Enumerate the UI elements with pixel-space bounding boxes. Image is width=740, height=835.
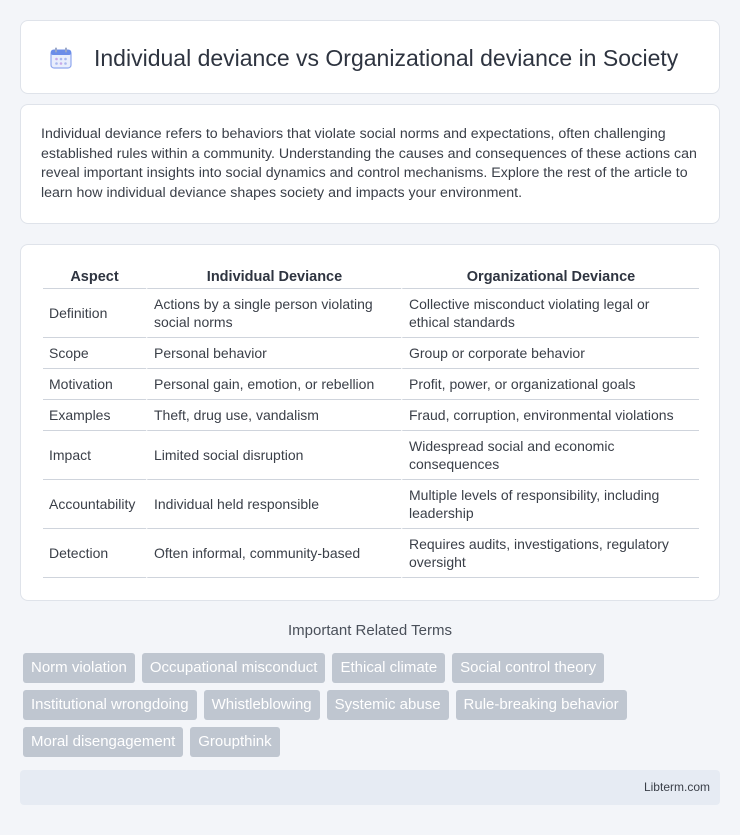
row-aspect: Accountability xyxy=(43,480,146,529)
related-term-tag[interactable]: Ethical climate xyxy=(332,653,445,683)
row-individual: Actions by a single person violating social norms xyxy=(146,289,401,338)
related-term-tag[interactable]: Rule-breaking behavior xyxy=(456,690,627,720)
column-header-organizational: Organizational Deviance xyxy=(401,267,699,289)
row-aspect: Detection xyxy=(43,529,146,578)
column-header-individual: Individual Deviance xyxy=(146,267,401,289)
row-organizational: Fraud, corruption, environmental violations xyxy=(401,400,699,431)
related-term-tag[interactable]: Social control theory xyxy=(452,653,604,683)
table-row xyxy=(43,289,699,338)
table-row xyxy=(43,369,699,400)
table-row xyxy=(43,480,699,529)
table-row xyxy=(43,529,699,578)
footer-site-link[interactable]: Libterm.com xyxy=(643,780,710,794)
row-organizational: Collective misconduct violating legal or ethical standards xyxy=(401,289,699,338)
comparison-table xyxy=(43,267,699,578)
row-aspect: Definition xyxy=(43,289,146,338)
column-header-aspect: Aspect xyxy=(43,267,146,289)
footer xyxy=(20,770,720,805)
row-aspect: Motivation xyxy=(43,369,146,400)
table-row xyxy=(43,338,699,369)
related-term-tag[interactable]: Moral disengagement xyxy=(23,727,183,757)
calendar-icon xyxy=(49,46,73,70)
related-term-tag[interactable]: Groupthink xyxy=(190,727,279,757)
related-term-tag[interactable]: Systemic abuse xyxy=(327,690,449,720)
related-terms-list xyxy=(23,653,723,764)
row-aspect: Impact xyxy=(43,431,146,480)
intro-card xyxy=(20,104,720,224)
row-organizational: Requires audits, investigations, regulatory oversight xyxy=(401,529,699,578)
row-individual: Individual held responsible xyxy=(146,480,401,529)
row-individual: Personal behavior xyxy=(146,338,401,369)
table-row xyxy=(43,431,699,480)
row-aspect: Scope xyxy=(43,338,146,369)
row-individual: Often informal, community-based xyxy=(146,529,401,578)
table-row xyxy=(43,400,699,431)
row-individual: Theft, drug use, vandalism xyxy=(146,400,401,431)
related-term-tag[interactable]: Norm violation xyxy=(23,653,135,683)
table-header-row xyxy=(43,267,699,289)
related-terms-heading: Important Related Terms xyxy=(288,622,452,639)
title-card xyxy=(20,20,720,94)
comparison-table-card xyxy=(20,244,720,601)
related-term-tag[interactable]: Institutional wrongdoing xyxy=(23,690,197,720)
page-title: Individual deviance vs Organizational deviance in Society xyxy=(94,45,679,71)
row-organizational: Group or corporate behavior xyxy=(401,338,699,369)
row-organizational: Profit, power, or organizational goals xyxy=(401,369,699,400)
row-organizational: Multiple levels of responsibility, including leadership xyxy=(401,480,699,529)
related-term-tag[interactable]: Whistleblowing xyxy=(204,690,320,720)
intro-paragraph: Individual deviance refers to behaviors that violate social norms and expectations, often challenging established rules within a community. Understanding the causes and consequences of these actions can reveal important insights into social dynamics and control mechanisms. Explore the rest of the article to learn how individual deviance shapes society and impacts your environment. xyxy=(41,126,697,201)
related-term-tag[interactable]: Occupational misconduct xyxy=(142,653,326,683)
row-individual: Limited social disruption xyxy=(146,431,401,480)
row-organizational: Widespread social and economic consequences xyxy=(401,431,699,480)
row-aspect: Examples xyxy=(43,400,146,431)
row-individual: Personal gain, emotion, or rebellion xyxy=(146,369,401,400)
